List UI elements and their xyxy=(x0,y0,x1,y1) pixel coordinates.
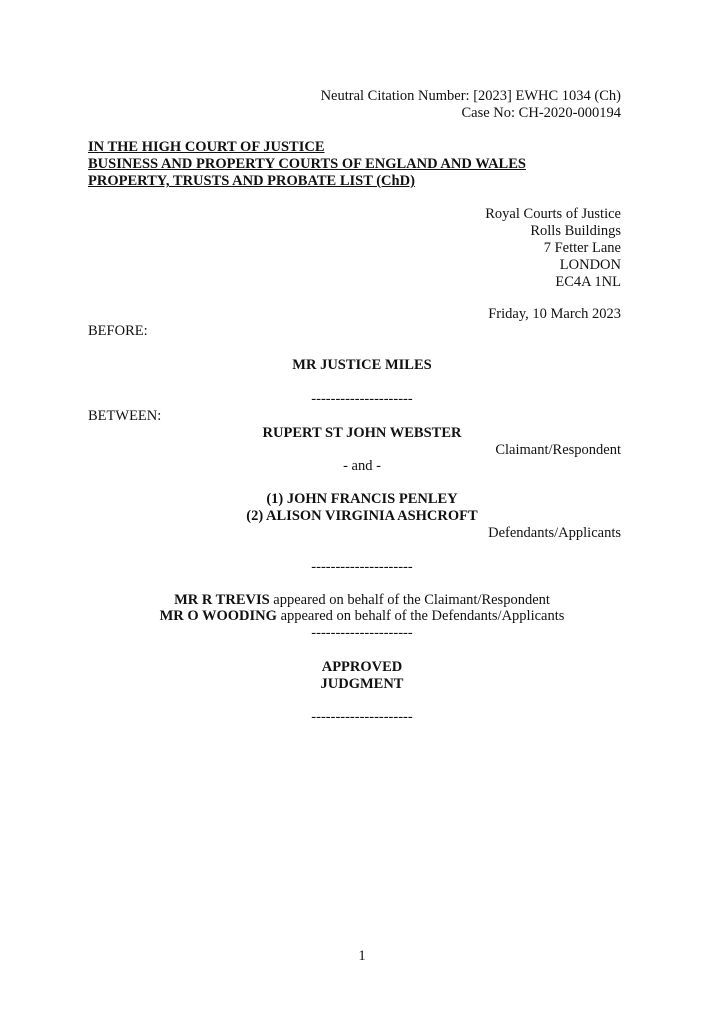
appearance-text: appeared on behalf of the Defendants/Applicants xyxy=(276,608,565,624)
defendant-name: (2) ALISON VIRGINIA ASHCROFT xyxy=(246,508,478,524)
hearing-date: Friday, 10 March 2023 xyxy=(488,306,621,322)
court-list: PROPERTY, TRUSTS AND PROBATE LIST (ChD) xyxy=(88,173,415,189)
counsel-name: MR R TREVIS xyxy=(174,592,270,608)
court-division: BUSINESS AND PROPERTY COURTS OF ENGLAND AND WALES xyxy=(88,156,526,172)
separator: --------------------- xyxy=(311,559,413,575)
address-line: EC4A 1NL xyxy=(555,274,621,290)
separator: --------------------- xyxy=(311,709,413,725)
address-line: Rolls Buildings xyxy=(530,223,621,239)
judge-name: MR JUSTICE MILES xyxy=(292,357,432,373)
neutral-citation: Neutral Citation Number: [2023] EWHC 1034 (Ch) xyxy=(320,88,621,104)
before-label: BEFORE: xyxy=(88,323,148,339)
judgment-title: APPROVED xyxy=(321,659,403,675)
case-number: Case No: CH-2020-000194 xyxy=(461,105,621,121)
separator: --------------------- xyxy=(311,391,413,407)
defendants-role: Defendants/Applicants xyxy=(488,525,621,541)
counsel-name: MR O WOODING xyxy=(159,608,277,624)
address-line: LONDON xyxy=(559,257,621,273)
and-text: - and - xyxy=(343,458,381,474)
appearance-text: appeared on behalf of the Claimant/Respondent xyxy=(269,592,550,608)
court-name: IN THE HIGH COURT OF JUSTICE xyxy=(88,139,325,155)
appearance-line xyxy=(0,592,724,609)
claimant-role: Claimant/Respondent xyxy=(495,442,621,458)
page-number: 1 xyxy=(358,948,366,964)
defendant-name: (1) JOHN FRANCIS PENLEY xyxy=(266,491,458,507)
judgment-title: JUDGMENT xyxy=(320,676,404,692)
address-line: 7 Fetter Lane xyxy=(543,240,621,256)
between-label: BETWEEN: xyxy=(88,408,162,424)
claimant-name: RUPERT ST JOHN WEBSTER xyxy=(262,425,462,441)
address-line: Royal Courts of Justice xyxy=(485,206,621,222)
appearance-line xyxy=(0,608,724,625)
separator: --------------------- xyxy=(311,625,413,641)
